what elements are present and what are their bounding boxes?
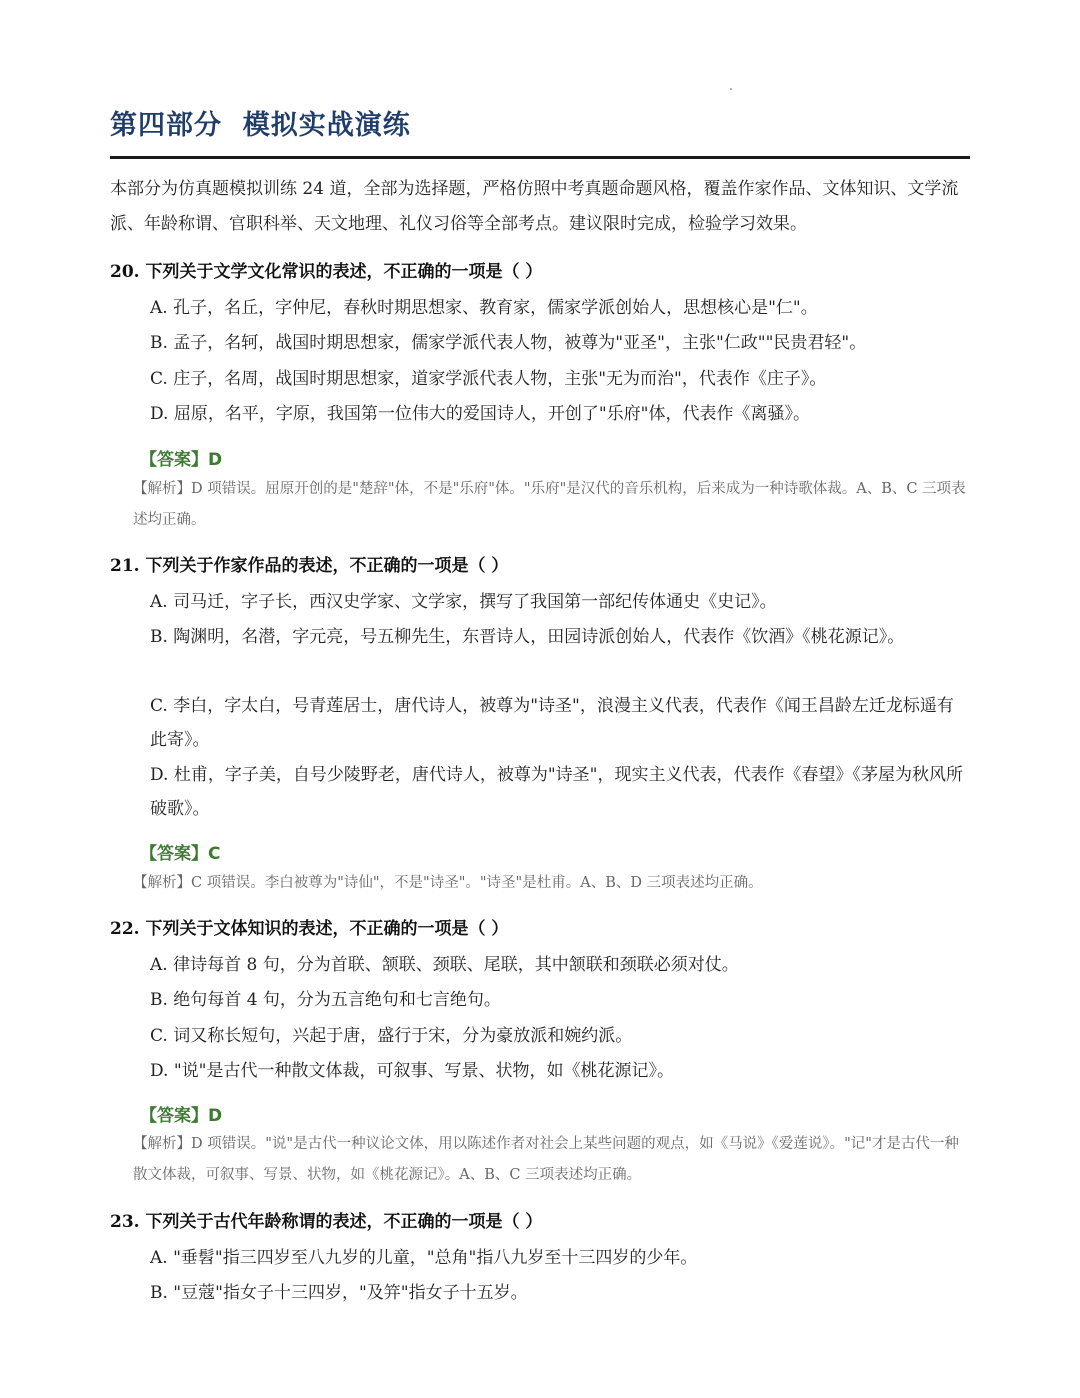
- explanation: 【解析】D 项错误。屈原开创的是"楚辞"体，不是"乐府"体。"乐府"是汉代的音乐机构，后来成为一种诗歌体裁。A、B、C 三项表述均正确。: [133, 481, 966, 528]
- title-divider: [110, 156, 970, 159]
- option-a: A. 孔子，名丘，字仲尼，春秋时期思想家、教育家，儒家学派创始人，思想核心是"仁"。: [150, 298, 818, 318]
- option-b: B. 绝句每首 4 句，分为五言绝句和七言绝句。: [150, 990, 501, 1010]
- question-stem: 21. 下列关于作家作品的表述，不正确的一项是（ ）: [110, 556, 509, 576]
- explanation: 【解析】C 项错误。李白被尊为"诗仙"，不是"诗圣"。"诗圣"是杜甫。A、B、D 三项表述均正确。: [133, 875, 763, 891]
- option-a: A. 司马迁，字子长，西汉史学家、文学家，撰写了我国第一部纪传体通史《史记》。: [150, 592, 777, 612]
- question-stem: 20. 下列关于文学文化常识的表述，不正确的一项是（ ）: [110, 262, 543, 282]
- option-d: D. "说"是古代一种散文体裁，可叙事、写景、状物，如《桃花源记》。: [150, 1061, 674, 1081]
- option-d: D. 屈原，名平，字原，我国第一位伟大的爱国诗人，开创了"乐府"体，代表作《离骚》。: [150, 404, 810, 424]
- option-a: A. "垂髫"指三四岁至八九岁的儿童，"总角"指八九岁至十三四岁的少年。: [150, 1248, 698, 1268]
- option-c: C. 李白，字太白，号青莲居士，唐代诗人，被尊为"诗圣"，浪漫主义代表，代表作《闻王昌龄左迁龙标遥有此寄》。: [150, 696, 954, 750]
- question-stem: 23. 下列关于古代年龄称谓的表述，不正确的一项是（ ）: [110, 1212, 543, 1232]
- option-b: B. 孟子，名轲，战国时期思想家，儒家学派代表人物，被尊为"亚圣"，主张"仁政""民贵君轻"。: [150, 333, 867, 353]
- option-d: D. 杜甫，字子美，自号少陵野老，唐代诗人，被尊为"诗圣"，现实主义代表，代表作《春望》《茅屋为秋风所破歌》。: [150, 765, 963, 819]
- option-c: C. 庄子，名周，战国时期思想家，道家学派代表人物，主张"无为而治"，代表作《庄子》。: [150, 369, 827, 389]
- option-b: B. 陶渊明，名潜，字元亮，号五柳先生，东晋诗人，田园诗派创始人，代表作《饮酒》《桃花源记》。: [150, 627, 905, 647]
- answer-label: 【答案】D: [140, 1106, 223, 1126]
- answer-label: 【答案】D: [140, 450, 223, 470]
- option-a: A. 律诗每首 8 句，分为首联、颔联、颈联、尾联，其中颔联和颈联必须对仗。: [150, 955, 739, 975]
- section-title: 第四部分 模拟实战演练: [110, 110, 411, 141]
- answer-label: 【答案】C: [140, 844, 221, 864]
- question-stem: 22. 下列关于文体知识的表述，不正确的一项是（ ）: [110, 919, 509, 939]
- explanation: 【解析】D 项错误。"说"是古代一种议论文体，用以陈述作者对社会上某些问题的观点，如《马说》《爱莲说》。"记"才是古代一种散文体裁，可叙事、写景、状物，如《桃花源记》。A、B、C 三项表述均正确。: [133, 1136, 959, 1183]
- option-c: C. 词又称长短句，兴起于唐，盛行于宋，分为豪放派和婉约派。: [150, 1026, 633, 1046]
- section-intro: 本部分为仿真题模拟训练 24 道，全部为选择题，严格仿照中考真题命题风格，覆盖作家作品、文体知识、文学流派、年龄称谓、官职科举、天文地理、礼仪习俗等全部考点。建议限时完成，检验学习效果。: [110, 179, 959, 234]
- scan-speck: [730, 88, 732, 90]
- option-b: B. "豆蔻"指女子十三四岁，"及笄"指女子十五岁。: [150, 1283, 528, 1303]
